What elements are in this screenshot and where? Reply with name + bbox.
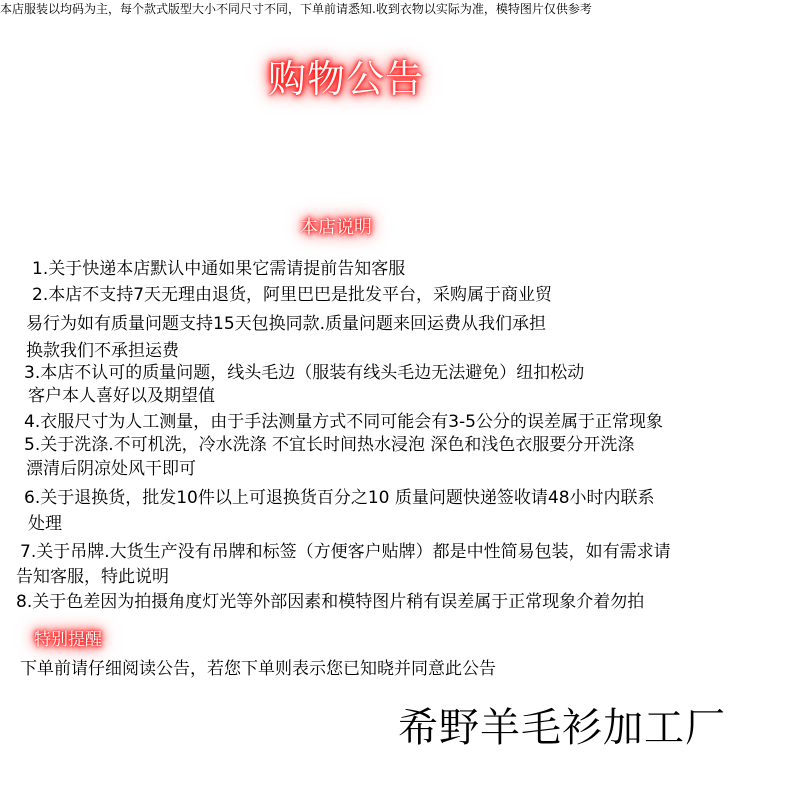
notice-line-2: 2.本店不支持7天无理由退货，阿里巴巴是批发平台，采购属于商业贸	[32, 285, 553, 305]
section-heading-store: 本店说明	[300, 217, 372, 238]
notice-line-8: 8.关于色差因为拍摄角度灯光等外部因素和模特图片稍有误差属于正常现象介着勿拍	[16, 592, 645, 612]
notice-line-1: 1.关于快递本店默认中通如果它需请提前告知客服	[32, 259, 406, 279]
notice-line-2-cont2: 换款我们不承担运费	[26, 341, 179, 361]
notice-line-6-cont: 处理	[28, 514, 62, 534]
closing-notice: 下单前请仔细阅读公告，若您下单则表示您已知晓并同意此公告	[20, 659, 496, 679]
notice-line-2-cont: 易行为如有质量问题支持15天包换同款.质量问题来回运费从我们承担	[26, 314, 547, 334]
notice-line-3-cont: 客户本人喜好以及期望值	[28, 386, 215, 406]
subtitle-note: 本店服装以均码为主，每个款式版型大小不同尺寸不同，下单前请悉知.收到衣物以实际为准，模特图片仅供参考	[0, 2, 592, 16]
notice-line-5: 5.关于洗涤.不可机洗，冷水洗涤 不宜长时间热水浸泡 深色和浅色衣服要分开洗涤	[24, 435, 635, 455]
page-title: 购物公告	[268, 57, 425, 101]
factory-name: 希野羊毛衫加工厂	[398, 705, 726, 751]
notice-line-5-cont: 漂清后阴凉处风干即可	[26, 459, 196, 479]
section-heading-special: 特别提醒	[34, 630, 102, 650]
notice-line-7: 7.关于吊牌.大货生产没有吊牌和标签（方便客户贴牌）都是中性简易包装，如有需求请	[20, 542, 671, 562]
notice-line-3: 3.本店不认可的质量问题，线头毛边（服装有线头毛边无法避免）纽扣松动	[24, 363, 585, 383]
notice-line-6: 6.关于退换货，批发10件以上可退换货百分之10 质量问题快递签收请48小时内联系	[24, 488, 655, 508]
notice-line-4: 4.衣服尺寸为人工测量，由于手法测量方式不同可能会有3-5公分的误差属于正常现象	[24, 412, 663, 432]
notice-line-7-cont: 告知客服，特此说明	[16, 567, 169, 587]
